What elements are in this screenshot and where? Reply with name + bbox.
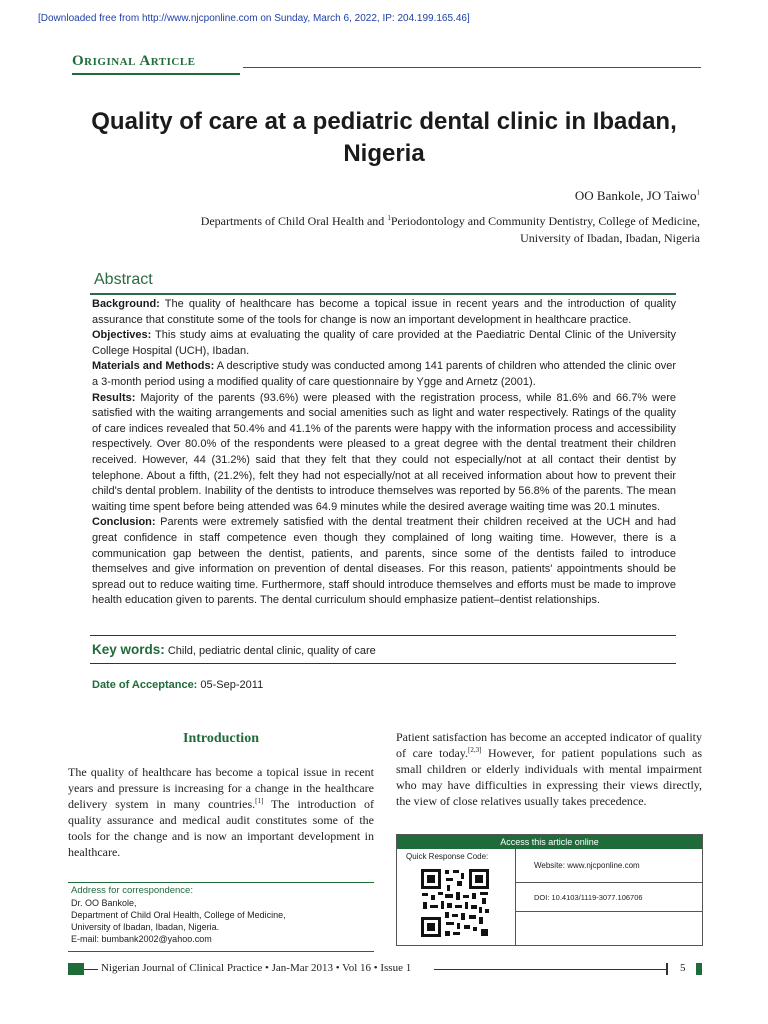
- introduction-text: [68, 764, 374, 860]
- qr-column: [397, 849, 516, 945]
- qr-code-icon[interactable]: [419, 867, 491, 939]
- affiliation-line1: Periodontology and Community Dentistry, College of Medicine,: [390, 214, 700, 228]
- author-affiliation-marker: 1: [696, 188, 700, 197]
- results-label: Results:: [92, 391, 136, 404]
- introduction-heading: Introduction: [183, 731, 259, 746]
- doi-cell[interactable]: DOI: 10.4103/1119-3077.106706: [516, 884, 702, 912]
- keywords-rule-bottom: [90, 663, 676, 664]
- correspondence-line3: University of Ibadan, Ibadan, Nigeria.: [71, 922, 220, 932]
- acceptance-value: 05-Sep-2011: [197, 679, 264, 691]
- objectives-text: This study aims at evaluating the quality of care provided at the Paediatric Dental Clinic of the University College Hospital (UCH), Ibadan.: [92, 329, 676, 357]
- right-text-a: Patient satisfaction has become an accepted indicator of quality of care today.: [396, 730, 702, 760]
- abstract-conclusion: [92, 515, 676, 609]
- correspondence-box: [68, 882, 374, 952]
- affiliation-prefix: Departments of Child Oral Health and: [200, 214, 388, 228]
- footer-left-block: [68, 963, 84, 975]
- abstract-objectives: [92, 328, 676, 359]
- right-ref[interactable]: [2,3]: [468, 746, 482, 754]
- keywords-label: Key words:: [92, 642, 165, 657]
- intro-para-b: The introduction of quality assurance and medical audit constitutes some of the tools for the change and is now an important development in healthcare.: [68, 797, 375, 859]
- right-column-text: [396, 729, 702, 809]
- affiliation-marker: 1: [387, 214, 391, 222]
- intro-para-a: The quality of healthcare has become a topical issue in recent years and pressure is increasing for a change in the healthcare delivery system in many countries.: [68, 765, 374, 811]
- abstract-background: [92, 297, 676, 328]
- correspondence-line2: Department of Child Oral Health, College of Medicine,: [71, 910, 286, 920]
- affiliation: [100, 213, 700, 247]
- methods-label: Materials and Methods:: [92, 360, 215, 373]
- access-online-box: [396, 834, 703, 946]
- conclusion-text: Parents were extremely satisfied with the dental treatment their children received at the UCH and had great confidence in staff competence even though they complained of long waiting time. However, there is a communication gap between the dentist, patients, and parents, since some of the dentists failed to introduce themselves and give information on prevention of dental diseases. For this reason, patients' appointments should be spread out to reduce waiting time. Furthermore, staff should introduce themselves and efforts must be made to improve health education given to parents. The dental curriculum should emphasize patient–dentist relationships.: [92, 516, 676, 607]
- footer-right-block: [696, 963, 702, 975]
- author-names: OO Bankole, JO Taiwo: [574, 188, 697, 203]
- access-box-header: Access this article online: [397, 835, 702, 849]
- background-text: The quality of healthcare has become a topical issue in recent years and the introduction of quality assurance that constitute some of the tools for change is now an important development in healthcare practice.: [92, 298, 676, 326]
- affiliation-line2: University of Ibadan, Ibadan, Nigeria: [520, 231, 700, 245]
- abstract-methods: [92, 359, 676, 390]
- background-label: Background:: [92, 298, 160, 310]
- results-text: Majority of the parents (93.6%) were pleased with the registration process, while 81.6% and 66.7% were satisfied with the waiting arrangements and social amenities such as light and water respectively. Ratings of the quality of care indices revealed that 50.4% and 41.1% of the parents were happy with the information process and accessibility respectively. Over 80.0% of the respondents were pleased to a great degree with the dental treatment their children received. However, 44 (31.2%) said that they felt that they could not especially/not at all contact their dentist by telephone. About a fifth, (21.2%), felt they had not especially/not at all received information about how to prevent their child's dental problem. Inability of the dentists to introduce themselves was reported by 56.8% of the parents. The mean waiting time spent before being attended was 64.9 minutes while the desired average waiting time was 20.1 minutes.: [92, 391, 676, 513]
- acceptance-date: [92, 679, 263, 691]
- footer-tick: [666, 963, 668, 975]
- website-cell[interactable]: Website: www.njcponline.com: [516, 849, 702, 883]
- qr-label: Quick Response Code:: [406, 852, 489, 861]
- abstract-heading: Abstract: [94, 271, 153, 288]
- objectives-label: Objectives:: [92, 329, 152, 342]
- article-title: Quality of care at a pediatric dental clinic in Ibadan, Nigeria: [91, 108, 677, 167]
- right-text-b: However, for patient populations such as small children or elderly individuals with mental impairment who may have difficulties in expressing their views directly, the view of close relatives usually takes precedence.: [396, 746, 702, 808]
- correspondence-heading: Address for correspondence:: [71, 885, 193, 896]
- methods-text: A descriptive study was conducted among 141 parents of children who attended the clinic over a 3-month period using a modified quality of care questionnaire by Ygge and Arnetz (2001).: [92, 360, 676, 388]
- abstract-rule: [90, 293, 676, 295]
- authors: [575, 188, 700, 204]
- acceptance-label: Date of Acceptance:: [92, 679, 198, 691]
- keywords: [92, 642, 376, 657]
- correspondence-line1: Dr. OO Bankole,: [71, 898, 137, 908]
- abstract-results: [92, 391, 676, 516]
- section-rule: [243, 67, 701, 68]
- section-label: Original Article: [72, 53, 196, 69]
- intro-ref[interactable]: [1]: [255, 797, 264, 805]
- conclusion-label: Conclusion:: [92, 516, 156, 529]
- correspondence-email[interactable]: E-mail: bumbank2002@yahoo.com: [71, 934, 212, 944]
- abstract-body: [92, 297, 676, 609]
- keywords-rule-top: [90, 635, 676, 636]
- keywords-text: Child, pediatric dental clinic, quality of care: [164, 645, 376, 657]
- page-number: 5: [680, 962, 686, 974]
- section-underline: [72, 73, 240, 75]
- footer-rule-right: [434, 969, 666, 970]
- footer-journal: Nigerian Journal of Clinical Practice • Jan-Mar 2013 • Vol 16 • Issue 1: [101, 962, 412, 974]
- download-notice: [Downloaded free from http://www.njcponline.com on Sunday, March 6, 2022, IP: 204.199.165.46]: [38, 13, 470, 24]
- footer-rule-left: [84, 969, 98, 970]
